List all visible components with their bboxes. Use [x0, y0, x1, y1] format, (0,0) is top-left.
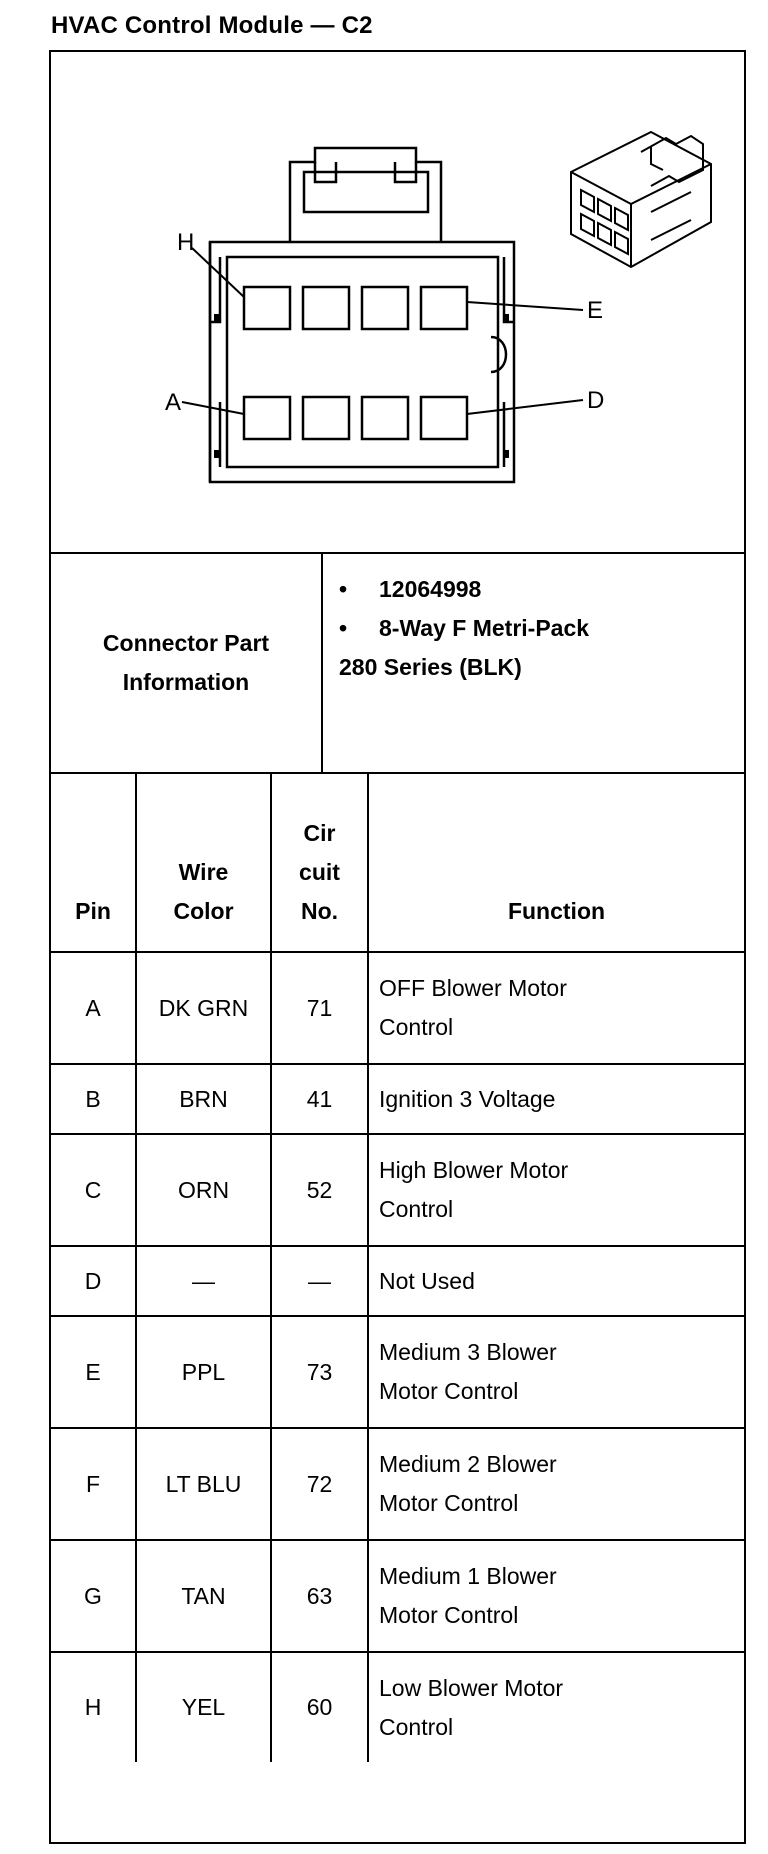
circuit-cell: 63: [271, 1540, 368, 1652]
connector-info-label-line2: Information: [122, 669, 250, 695]
page-title: HVAC Control Module — C2: [51, 12, 373, 39]
pin-cell: C: [51, 1134, 136, 1246]
pin-cell: E: [51, 1316, 136, 1428]
wire-color-cell: DK GRN: [136, 952, 271, 1064]
leader-d: [467, 400, 583, 414]
connector-latch-inner: [304, 172, 428, 212]
connector-latch-outer: [290, 148, 441, 242]
cavity-h: [244, 287, 290, 329]
pin-cell: F: [51, 1428, 136, 1540]
circuit-cell: 71: [271, 952, 368, 1064]
function-cell: Medium 3 Blower Motor Control: [368, 1316, 744, 1428]
circuit-cell: 72: [271, 1428, 368, 1540]
table-row: [51, 1428, 744, 1540]
table-row: [51, 1246, 744, 1316]
wire-color-cell: ORN: [136, 1134, 271, 1246]
connector-face-drawing: [51, 52, 744, 552]
pin-cell: G: [51, 1540, 136, 1652]
part-number: 12064998: [379, 576, 482, 602]
circuit-cell: —: [271, 1246, 368, 1316]
table-row: [51, 1134, 744, 1246]
pinout-table: [51, 774, 744, 1762]
pin-cell: A: [51, 952, 136, 1064]
connector-body-outer: [210, 242, 514, 482]
function-cell: Medium 1 Blower Motor Control: [368, 1540, 744, 1652]
leader-e: [467, 302, 583, 310]
wire-color-cell: PPL: [136, 1316, 271, 1428]
cavity-f: [362, 287, 408, 329]
wire-color-cell: BRN: [136, 1064, 271, 1134]
function-cell: OFF Blower Motor Control: [368, 952, 744, 1064]
wire-color-cell: —: [136, 1246, 271, 1316]
circuit-cell: 52: [271, 1134, 368, 1246]
cavity-c: [362, 397, 408, 439]
function-cell: Ignition 3 Voltage: [368, 1064, 744, 1134]
header-function: Function: [368, 774, 744, 952]
header-wire-color: Wire Color: [136, 774, 271, 952]
circuit-cell: 73: [271, 1316, 368, 1428]
connector-info-label: [51, 554, 323, 772]
header-pin: Pin: [51, 774, 136, 952]
wire-color-cell: YEL: [136, 1652, 271, 1762]
connector-series: 280 Series (BLK): [339, 654, 522, 680]
connector-diagram: [51, 52, 744, 554]
label-a: A: [165, 389, 182, 416]
function-cell: Low Blower Motor Control: [368, 1652, 744, 1762]
wire-color-cell: LT BLU: [136, 1428, 271, 1540]
pinout-header-row: [51, 774, 744, 952]
leader-a: [182, 402, 244, 414]
label-d: D: [587, 387, 605, 414]
connector-info-label-line1: Connector Part: [102, 630, 270, 656]
table-row: [51, 1540, 744, 1652]
function-cell: Medium 2 Blower Motor Control: [368, 1428, 744, 1540]
function-cell: Not Used: [368, 1246, 744, 1316]
pin-cell: B: [51, 1064, 136, 1134]
cavity-b: [303, 397, 349, 439]
connector-sheet: [49, 50, 746, 1844]
connector-info-row: [51, 554, 744, 774]
cavity-e: [421, 287, 467, 329]
cavity-a: [244, 397, 290, 439]
cavity-g: [303, 287, 349, 329]
circuit-cell: 41: [271, 1064, 368, 1134]
pin-cell: D: [51, 1246, 136, 1316]
leader-h: [192, 248, 244, 297]
cavity-d: [421, 397, 467, 439]
circuit-cell: 60: [271, 1652, 368, 1762]
connector-info-values: [339, 570, 589, 687]
table-row: [51, 1064, 744, 1134]
connector-type: 8-Way F Metri-Pack: [379, 615, 590, 641]
connector-body-inner: [210, 242, 498, 482]
table-row: [51, 1652, 744, 1762]
table-row: [51, 1316, 744, 1428]
part-number-line: [339, 570, 589, 609]
bullet-icon: •: [339, 576, 348, 602]
pin-cell: H: [51, 1652, 136, 1762]
wire-color-cell: TAN: [136, 1540, 271, 1652]
label-e: E: [587, 297, 604, 324]
connector-type-line: [339, 609, 589, 648]
header-circuit-number: Cir cuit No.: [271, 774, 368, 952]
bullet-icon: •: [339, 615, 348, 641]
table-row: [51, 952, 744, 1064]
label-h: H: [177, 229, 195, 256]
connector-isometric-view: [571, 132, 711, 267]
function-cell: High Blower Motor Control: [368, 1134, 744, 1246]
